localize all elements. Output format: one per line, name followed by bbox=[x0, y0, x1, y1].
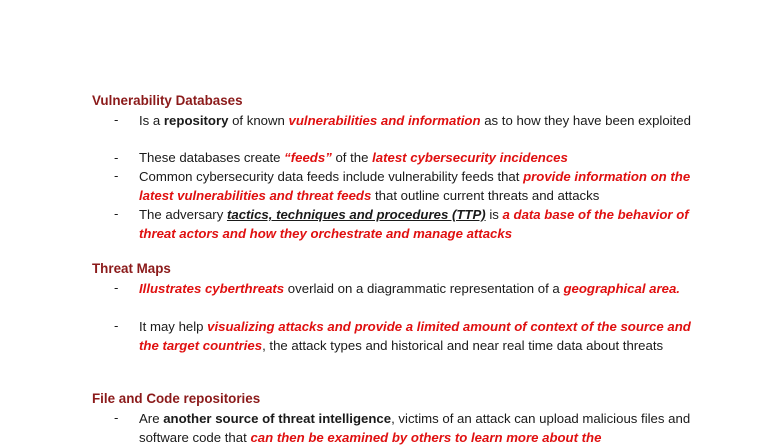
item-text: that outline current threats and attacks bbox=[371, 188, 600, 203]
item-text: of the bbox=[331, 150, 373, 165]
item-text: Is a bbox=[139, 113, 164, 128]
item-highlight-text: latest cybersecurity incidences bbox=[372, 150, 568, 165]
list-item bbox=[139, 111, 704, 130]
bullet-dash: - bbox=[114, 410, 119, 425]
item-text: , victims of an attack can upload malicious files and software code that bbox=[139, 411, 691, 445]
item-highlight-text: vulnerabilities and information bbox=[288, 113, 481, 128]
item-text: , the attack types and historical and near real time data about threats bbox=[262, 338, 664, 353]
item-bold-text: another source of threat intelligence bbox=[163, 411, 392, 426]
item-highlight-text: geographical area. bbox=[563, 281, 680, 296]
item-text: Common cybersecurity data feeds include vulnerability feeds that bbox=[139, 169, 524, 184]
item-text: is bbox=[485, 207, 503, 222]
item-text: It may help bbox=[139, 319, 208, 334]
item-text: of known bbox=[228, 113, 289, 128]
item-highlight-text: a data base of the behavior of threat actors and how they orchestrate and manage attacks bbox=[139, 207, 689, 241]
section-title-vulnerability-databases: Vulnerability Databases bbox=[92, 93, 243, 108]
bullet-dash: - bbox=[114, 280, 119, 295]
list-item bbox=[139, 148, 704, 167]
bullet-dash: - bbox=[114, 318, 119, 333]
list-item bbox=[139, 317, 704, 355]
item-bold-text: repository bbox=[163, 113, 229, 128]
bullet-dash: - bbox=[114, 112, 119, 127]
item-text: Are bbox=[139, 411, 164, 426]
bullet-dash: - bbox=[114, 150, 119, 165]
bullet-dash: - bbox=[114, 168, 119, 183]
list-item bbox=[139, 167, 704, 205]
section-title-threat-maps: Threat Maps bbox=[92, 261, 171, 276]
item-highlight-text: can then be examined by others to learn more about the bbox=[250, 430, 602, 445]
item-underlined-text: tactics, techniques and procedures (TTP) bbox=[226, 207, 486, 222]
item-highlight-text: provide information on the latest vulnerabilities and threat feeds bbox=[139, 169, 691, 203]
item-highlight-text: “feeds” bbox=[284, 150, 332, 165]
item-highlight-text: visualizing attacks and provide a limited amount of context of the source and the target countries bbox=[139, 319, 691, 353]
list-item bbox=[139, 409, 704, 447]
item-text: The adversary bbox=[139, 207, 227, 222]
list-item bbox=[139, 205, 704, 243]
item-text: as to how they have been exploited bbox=[480, 113, 691, 128]
item-highlight-text: Illustrates cyberthreats bbox=[139, 281, 285, 296]
list-item bbox=[139, 279, 704, 298]
section-title-file-and-code-repositories: File and Code repositories bbox=[92, 391, 261, 406]
bullet-dash: - bbox=[114, 206, 119, 221]
item-text: These databases create bbox=[139, 150, 285, 165]
item-text: overlaid on a diagrammatic representation of a bbox=[284, 281, 564, 296]
